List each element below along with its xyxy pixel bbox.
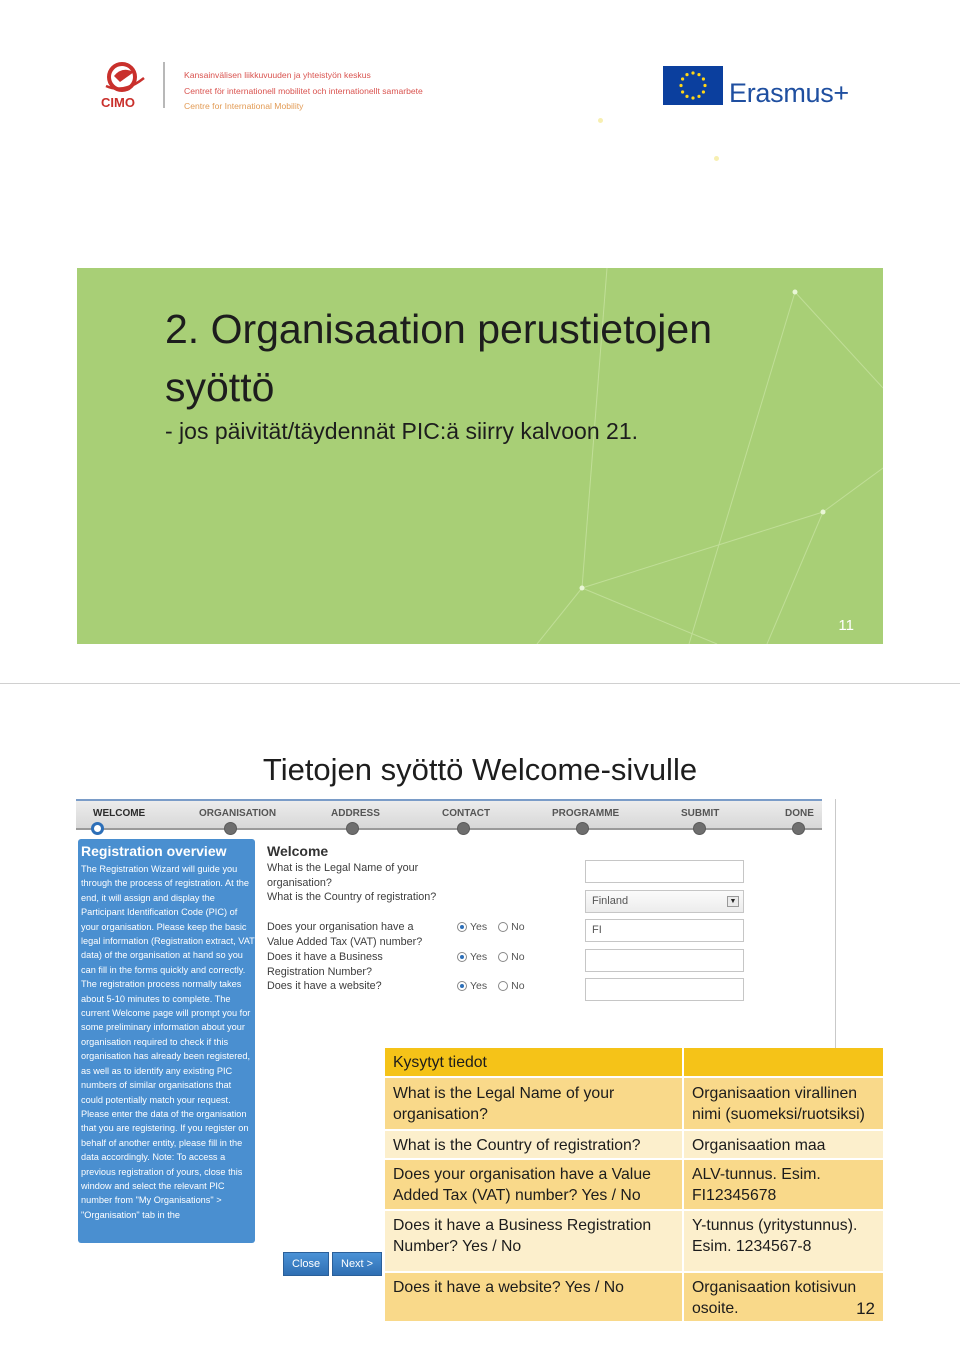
row-answer: Organisaation kotisivun osoite.	[692, 1279, 857, 1317]
country-select[interactable]	[585, 890, 744, 913]
table-row	[385, 1130, 883, 1159]
table-header-row	[385, 1048, 883, 1077]
question-legal-name: What is the Legal Name of your organisation?	[267, 862, 419, 889]
slide-divider	[0, 683, 960, 684]
slide-11	[0, 0, 960, 683]
page-number-11: 11	[838, 617, 854, 634]
table-header-cell: Kysytyt tiedot	[385, 1048, 683, 1077]
cimo-org-names	[184, 68, 423, 115]
legal-name-input[interactable]	[585, 860, 744, 883]
step-dot-done[interactable]	[792, 822, 805, 835]
chevron-down-icon[interactable]: ▼	[727, 896, 739, 907]
step-done[interactable]: DONE	[785, 808, 814, 819]
vat-number-input[interactable]	[585, 919, 744, 942]
business-yes-label: Yes	[470, 951, 488, 963]
vat-yes-label: Yes	[470, 921, 488, 933]
vat-input-value: FI	[592, 924, 602, 936]
close-button[interactable]: Close	[283, 1252, 329, 1276]
question-business-number: Does it have a Business Registration Number?	[267, 951, 383, 978]
cimo-logo-text: CIMO	[101, 95, 135, 110]
cimo-line-sv: Centret för internationell mobilitet och internationellt samarbete	[184, 85, 423, 96]
question-website: Does it have a website?	[267, 980, 382, 992]
row-question: What is the Country of registration?	[385, 1130, 683, 1159]
table-row	[385, 1159, 883, 1210]
vat-no-label: No	[511, 921, 525, 933]
business-number-input[interactable]	[585, 949, 744, 972]
website-input[interactable]	[585, 978, 744, 1001]
website-yes-radio[interactable]	[457, 981, 467, 991]
website-radio-group	[457, 980, 533, 992]
step-welcome[interactable]: WELCOME	[93, 808, 146, 819]
step-programme[interactable]: PROGRAMME	[552, 808, 620, 819]
step-dot-welcome[interactable]	[91, 822, 104, 835]
overview-title: Registration overview	[81, 843, 227, 859]
logo-divider	[163, 62, 165, 108]
welcome-heading: Welcome	[267, 843, 329, 859]
country-select-value: Finland	[592, 895, 629, 907]
table-row	[385, 1272, 883, 1322]
overview-text: The Registration Wizard will guide you through the process of registration. At the end, it will assign and display the Participant Identification Code (PIC) of your organisation. Please keep the basic legal information (Registration extract, VAT data) of the organisation at hand so you can fill in the forms quickly and correctly. The registration process normally takes about 5-10 minutes to complete. The current Welcome page will prompt you for some preliminary information about your organisation required to check if this organisation has already been registered, as well as to identify any existing PIC numbers of similar organisations that could potentially match your request. Please enter the data of the organisation that you are registering. If you register on behalf of another entity, please fill in the data accordingly. Note: To access a previous registration of yours, close this window and select the relevant PIC number from "My Organisations" > "Organisation" tab in the	[81, 864, 255, 1220]
website-yes-label: Yes	[470, 980, 488, 992]
row-answer: ALV-tunnus. Esim. FI12345678	[683, 1159, 883, 1210]
row-answer: Organisaation virallinen nimi (suomeksi/ruotsiksi)	[683, 1077, 883, 1130]
table-header-empty-cell	[683, 1048, 883, 1077]
cimo-logo-icon	[100, 60, 150, 112]
cimo-line-en: Centre for International Mobility	[184, 101, 304, 111]
row-question: What is the Legal Name of your organisation?	[385, 1077, 683, 1130]
step-organisation[interactable]: ORGANISATION	[199, 808, 277, 819]
row-question: Does it have a website? Yes / No	[385, 1272, 683, 1322]
question-country: What is the Country of registration?	[267, 891, 437, 903]
table-row	[385, 1210, 883, 1272]
step-submit[interactable]: SUBMIT	[681, 808, 720, 819]
step-dot-programme[interactable]	[576, 822, 589, 835]
vat-radio-group	[457, 921, 533, 933]
step-contact[interactable]: CONTACT	[442, 808, 491, 819]
registration-overview-panel	[78, 839, 255, 1243]
next-button[interactable]: Next >	[332, 1252, 382, 1276]
business-radio-group	[457, 951, 533, 963]
slide-11-title	[165, 300, 712, 416]
decor-dot	[598, 118, 603, 123]
vat-no-radio[interactable]	[498, 922, 508, 932]
website-no-label: No	[511, 980, 525, 992]
decor-dot	[714, 156, 719, 161]
question-translation-table	[385, 1048, 883, 1323]
title-panel	[77, 268, 883, 644]
row-question: Does your organisation have a Value Added Tax (VAT) number? Yes / No	[385, 1159, 683, 1210]
slide-11-subtitle: - jos päivität/täydennät PIC:ä siirry kalvoon 21.	[165, 418, 639, 444]
title-line-2: syöttö	[165, 364, 275, 410]
table-row	[385, 1077, 883, 1130]
wizard-step-bar	[76, 799, 822, 830]
step-dot-organisation[interactable]	[224, 822, 237, 835]
business-no-radio[interactable]	[498, 952, 508, 962]
step-progress-track	[76, 828, 822, 830]
step-dot-address[interactable]	[346, 822, 359, 835]
row-answer: Organisaation maa	[683, 1130, 883, 1159]
title-line-1: 2. Organisaation perustietojen	[165, 306, 713, 352]
website-no-radio[interactable]	[498, 981, 508, 991]
vat-yes-radio[interactable]	[457, 922, 467, 932]
question-vat: Does your organisation have a Value Added Tax (VAT) number?	[267, 921, 423, 948]
slide-12-title: Tietojen syöttö Welcome-sivulle	[262, 752, 698, 787]
page-number-12: 12	[856, 1299, 875, 1318]
eu-flag-icon	[663, 66, 723, 105]
erasmus-logo-text: Erasmus+	[729, 78, 849, 108]
row-question: Does it have a Business Registration Number? Yes / No	[385, 1210, 683, 1272]
row-answer: Y-tunnus (yritystunnus). Esim. 1234567-8	[683, 1210, 883, 1272]
step-address[interactable]: ADDRESS	[331, 808, 380, 819]
step-dot-submit[interactable]	[693, 822, 706, 835]
business-no-label: No	[511, 951, 525, 963]
step-dot-contact[interactable]	[457, 822, 470, 835]
cimo-line-fi: Kansainvälisen liikkuvuuden ja yhteistyön keskus	[184, 70, 371, 80]
row-answer-cell	[683, 1272, 883, 1322]
business-yes-radio[interactable]	[457, 952, 467, 962]
